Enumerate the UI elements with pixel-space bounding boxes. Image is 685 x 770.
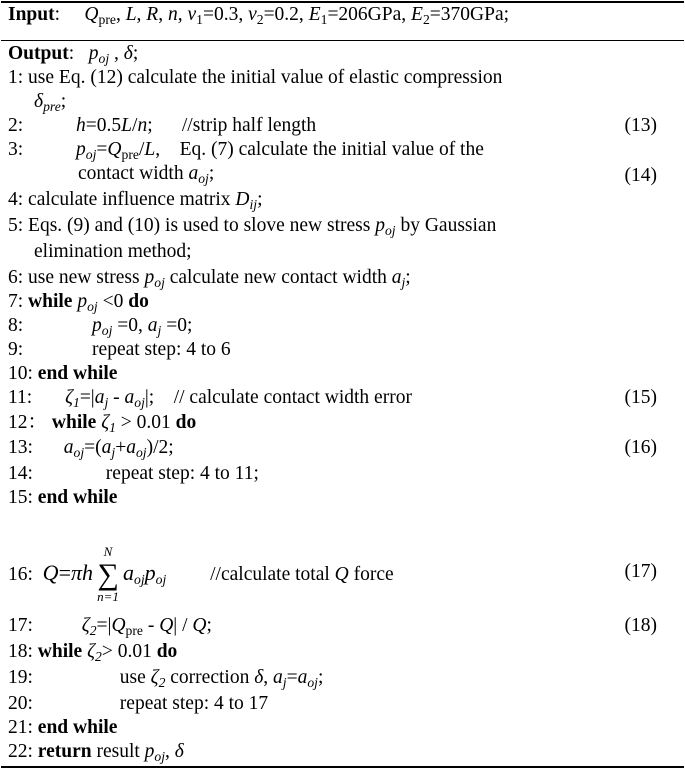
step-14 [8,462,675,486]
sub-j: j [401,275,406,290]
step-3-cont [8,162,675,186]
punct: , [165,741,170,762]
var-q: Q [192,615,207,636]
var-r: R [146,4,159,25]
eq-ref-13: (13) [624,115,657,136]
eq-ref-18: (18) [624,615,657,636]
var-a: a [94,387,105,408]
op: = [96,139,108,160]
op: + [115,437,127,458]
step-text: by Gaussian [400,215,497,236]
step-text: contact width [78,163,184,184]
var-a: a [297,667,308,688]
step-num: 6: [8,267,24,288]
step-num: 11: [8,387,33,408]
keyword-do: do [128,291,149,312]
punct: ; [206,615,212,636]
var-a: a [123,559,135,585]
sub-2: 2 [89,623,97,638]
var-l: L [125,4,137,25]
var-q: Q [111,615,126,636]
sub-pre: pre [43,99,61,114]
keyword-while: while [51,412,97,433]
var-delta: δ [254,667,264,688]
eq-ref-17: (17) [624,561,657,582]
var-delta: δ [174,741,184,762]
val: =0; [166,315,193,336]
var-a: a [126,437,136,458]
step-text: calculate new contact width [169,267,387,288]
comment: //calculate total [210,563,330,585]
step-7 [8,290,675,314]
sub-j: j [157,323,162,338]
sub-2: 2 [95,649,102,664]
var-a: a [63,437,74,458]
var-a: a [147,315,158,336]
keyword-while: while [28,291,73,312]
sub-j: j [104,395,109,410]
sum-lower: n=1 [97,589,119,604]
step-text: use new stress [28,267,140,288]
step-21 [8,716,675,740]
step-13 [8,436,675,460]
var-a: a [124,387,135,408]
step-num: 19: [8,667,33,688]
step-num: 2: [8,115,24,136]
bottom-rule [1,766,684,768]
step-num: 1: [8,67,24,88]
sub-oj: oj [134,571,145,587]
op: )/2; [146,437,174,458]
var-q: Q [159,615,174,636]
sub-oj: oj [87,299,98,314]
input-label: Input [8,4,55,25]
op: =| [96,615,112,636]
step-19 [8,666,675,690]
var-q: Q [84,4,99,25]
sub-oj: oj [73,445,85,460]
step-num: 5: [8,215,24,236]
step-text: calculate influence matrix [28,189,231,210]
step-num: 12： [8,412,48,433]
var-p: p [144,559,156,585]
step-2 [8,114,675,138]
punct: ; [208,163,215,184]
sub-j: j [282,675,287,690]
step-18 [8,640,675,664]
var-p: p [88,43,99,64]
var-p: p [76,139,86,160]
var-zeta: ζ [65,387,73,408]
val-v1: =0.3, [202,4,244,25]
var-zeta: ζ [81,615,90,636]
op: = [58,559,71,585]
var-h: h [82,559,94,585]
var-zeta: ζ [150,667,159,688]
keyword-end-while: end while [37,717,118,738]
var-p: p [375,215,385,236]
header-rule [1,40,684,41]
eq-ref-15: (15) [624,387,657,408]
punct: , [263,667,269,688]
step-text: repeat step: 4 to 6 [92,339,231,360]
step-num: 13: [8,437,33,458]
var-a: a [101,437,112,458]
sub-pre: pre [98,12,116,27]
op: - [147,615,160,636]
step-11 [8,386,675,410]
var-delta: δ [123,43,133,64]
step-num: 21: [8,717,33,738]
var-a: a [188,163,199,184]
step-num: 4: [8,189,24,210]
op: =| [79,387,95,408]
var-q: Q [334,563,349,585]
sub-oj: oj [198,171,209,186]
sub-oj: oj [307,675,318,690]
keyword-end-while: end while [37,487,118,508]
step-1 [8,66,675,90]
step-20 [8,692,675,716]
comment: force [353,563,394,585]
eq-ref-16: (16) [624,437,657,458]
sub-e2: 2 [422,12,430,27]
op: / [132,115,138,136]
op: - [113,387,125,408]
sub-oj: oj [384,223,396,238]
var-zeta: ζ [101,412,110,433]
var-p: p [77,291,88,312]
punct: ; [405,267,411,288]
condition: > 0.01 [120,412,171,433]
output-line: Output: $p_{oj}$ , δ; [8,43,139,66]
var-zeta: ζ [87,641,95,662]
val: =0, [117,315,143,336]
step-15 [8,486,675,510]
sum-upper: N [103,544,113,559]
step-num: 10: [8,363,33,384]
op: / [138,139,145,160]
step-text: , Eq. (7) calculate the initial value of the [155,139,484,160]
val-v2: =0.2, [263,4,304,25]
step-num: 9: [8,339,24,360]
step-17 [8,614,675,638]
keyword-do: do [156,641,178,662]
var-pi: π [70,559,83,585]
punct: ; [147,115,153,136]
step-16 [8,544,675,604]
step-1-cont [8,90,675,114]
val-e1: =206GPa, [327,4,407,25]
sub-1: 1 [109,420,116,435]
sub-oj: oj [154,275,165,290]
step-text: elimination method; [34,241,192,262]
var-a: a [273,667,283,688]
keyword-return: return [37,741,92,762]
val: =0.5 [85,115,122,136]
step-text: repeat step: 4 to 11; [105,463,259,484]
sub-pre: pre [125,623,143,638]
sub-oj: oj [101,323,113,338]
var-a: a [391,267,402,288]
sub-oj: oj [134,395,145,410]
step-num: 7: [8,291,24,312]
comment: //strip half length [181,115,317,136]
var-n: n [137,115,148,136]
var-p: p [144,267,155,288]
var-h: h [76,115,86,136]
step-num: 16: [8,563,33,585]
step-num: 14: [8,463,33,484]
val-e2: =370GPa; [429,4,510,25]
step-12 [8,411,675,435]
var-q: Q [42,559,59,585]
sub-pre: pre [121,147,139,162]
var-p: p [144,741,155,762]
step-text: correction [170,667,250,688]
op: = [286,667,298,688]
var-v2: v [248,4,257,25]
eq-ref-14: (14) [624,165,657,186]
condition: > 0.01 [101,641,152,662]
sub-oj: oj [155,571,167,587]
sum-symbol [93,544,123,604]
step-num: 8: [8,315,24,336]
comment: // calculate contact width error [173,387,412,408]
input-line: Input: $Q_{pre}$, L, R, n, $v_1=0.3$, $v_2=0.2$, $E_1=206GPa$, $E_2=370GPa$; [8,4,510,27]
var-l: L [121,115,133,136]
step-text: use [119,667,146,688]
step-text: Eqs. (9) and (10) is used to slove new stress [28,215,371,236]
step-4 [8,188,675,212]
step-num: 3: [8,139,24,160]
step-num: 20: [8,693,33,714]
step-3 [8,138,675,162]
punct: ; [257,189,263,210]
step-5-cont [8,240,675,264]
keyword-end-while: end while [37,363,118,384]
op: | / [173,615,188,636]
sub-1: 1 [72,395,80,410]
sub-oj: oj [85,147,97,162]
sub-2: 2 [158,675,166,690]
step-text: result [96,741,140,762]
punct: ; [317,667,324,688]
keyword-do: do [175,412,197,433]
step-text: repeat step: 4 to 17 [119,693,269,714]
sub-ij: ij [249,197,258,212]
var-q: Q [107,139,122,160]
step-5 [8,214,675,238]
step-text: use Eq. (12) calculate the initial value of elastic compression [28,67,503,88]
op: =( [84,437,102,458]
output-label: Output [8,43,69,64]
keyword-while: while [37,641,83,662]
condition: <0 [102,291,124,312]
step-num: 22: [8,741,33,762]
var-n: n [167,4,178,25]
var-l: L [144,139,156,160]
sub-j: j [111,445,116,460]
var-e2: E [411,4,423,25]
sub-e1: 1 [320,12,328,27]
var-d: D [235,189,250,210]
punct: ; [60,91,67,112]
sigma: ∑ [97,558,119,591]
sub-oj: oj [154,749,166,764]
op: |; [144,387,155,408]
step-6 [8,266,675,290]
var-v1: v [187,4,197,25]
sub-oj: oj [135,445,147,460]
var-p: p [92,315,102,336]
sub-oj: oj [98,51,110,66]
step-num: 15: [8,487,33,508]
step-num: 17: [8,615,33,636]
step-8 [8,314,675,338]
step-num: 18: [8,641,33,662]
var-delta: δ [34,91,44,112]
sub-2: 2 [256,12,264,27]
var-e1: E [308,4,321,25]
sub-1: 1 [196,12,203,27]
step-9 [8,338,675,362]
step-10 [8,362,675,386]
step-22 [8,740,675,764]
